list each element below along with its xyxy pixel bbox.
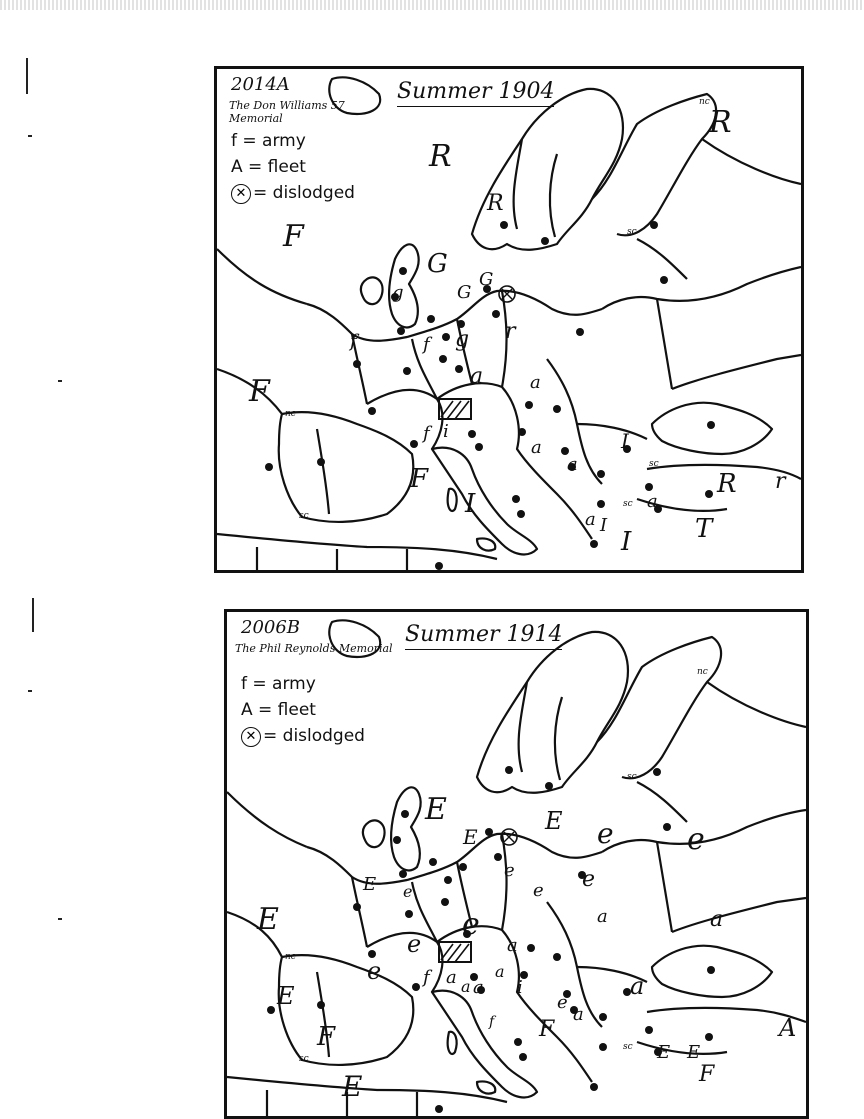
- unit-letter: G: [427, 249, 448, 279]
- unit-letter: E: [463, 825, 478, 849]
- unit-letter: f: [489, 1014, 495, 1030]
- unit-letter: e: [582, 867, 596, 892]
- unit-letter: I: [621, 527, 632, 557]
- season-title: Summer 1904: [397, 79, 554, 107]
- unit-letter: a: [530, 372, 541, 393]
- dislodged-legend-icon: ✕: [241, 727, 261, 747]
- unit-letter: R: [709, 105, 732, 140]
- legend-fleet: A = fleet: [241, 700, 316, 720]
- legend-dislodged: = dislodged: [253, 183, 355, 203]
- switzerland-hatched: [439, 942, 471, 962]
- unit-letter: e: [403, 882, 413, 901]
- unit-letter: e: [687, 822, 705, 857]
- game-id: 2006B: [241, 617, 301, 638]
- unit-letter: a: [573, 1004, 584, 1025]
- coast-mark: sc: [299, 511, 309, 521]
- unit-letter: a: [585, 509, 596, 530]
- unit-letter: G: [457, 282, 472, 303]
- unit-letter: e: [367, 957, 382, 985]
- unit-letter: I: [465, 489, 476, 519]
- unit-letter: G: [479, 269, 494, 290]
- unit-letter: r: [775, 469, 786, 494]
- unit-letter: g: [455, 327, 470, 352]
- event-name: The Don Williams 57 Memorial: [229, 99, 345, 125]
- unit-letter: i: [443, 421, 449, 442]
- dislodged-marker: [499, 286, 515, 302]
- unit-letter: I: [600, 515, 608, 536]
- unit-letter: f: [423, 334, 430, 355]
- unit-letter: E: [425, 792, 447, 827]
- unit-letter: E: [687, 1042, 701, 1063]
- margin-mark: [28, 690, 32, 692]
- unit-letter: i: [517, 977, 523, 998]
- margin-mark: [58, 918, 62, 920]
- unit-letter: E: [545, 807, 563, 835]
- unit-letter: R: [429, 139, 452, 174]
- unit-letter: e: [504, 860, 515, 881]
- unit-letter: F: [317, 1022, 336, 1052]
- unit-letter: e: [557, 992, 568, 1013]
- game-id: 2014A: [231, 74, 290, 95]
- coast-mark: nc: [285, 409, 296, 419]
- unit-letter: a: [461, 977, 471, 996]
- season-title: Summer 1914: [405, 622, 562, 650]
- unit-letter: I: [621, 429, 629, 453]
- unit-letter: F: [283, 219, 304, 254]
- unit-letter: E: [363, 874, 377, 895]
- coast-mark: nc: [697, 667, 708, 677]
- coast-mark: sc: [623, 499, 633, 509]
- unit-letter: E: [342, 1070, 363, 1103]
- unit-letter: a: [473, 977, 484, 998]
- legend-army: f = army: [231, 131, 306, 151]
- margin-mark: [28, 135, 32, 137]
- unit-letter: r: [505, 319, 516, 344]
- unit-letter: E: [257, 902, 279, 937]
- unit-letter: R: [717, 469, 737, 499]
- unit-letter: A: [779, 1014, 797, 1042]
- unit-letter: f: [423, 423, 430, 444]
- unit-letter: a: [647, 491, 658, 512]
- unit-letter: f: [423, 967, 430, 988]
- unit-letter: a: [630, 972, 645, 1000]
- unit-letter: a: [507, 935, 518, 956]
- unit-letter: F: [410, 464, 429, 494]
- margin-mark: [58, 380, 62, 382]
- scan-edge: [0, 0, 864, 10]
- unit-letter: e: [407, 930, 422, 958]
- unit-letter: E: [277, 982, 295, 1010]
- coast-mark: sc: [627, 772, 637, 782]
- margin-mark: [26, 58, 28, 94]
- coast-mark: nc: [699, 97, 710, 107]
- supply-centers: [267, 766, 715, 1113]
- legend-dislodged: = dislodged: [263, 726, 365, 746]
- coast-mark: sc: [627, 227, 637, 237]
- unit-letter: a: [567, 454, 578, 475]
- unit-letter: E: [657, 1042, 671, 1063]
- unit-letter: R: [487, 191, 504, 216]
- unit-letter: a: [710, 907, 724, 932]
- diplomacy-map-1904: [214, 66, 804, 573]
- unit-letter: e: [462, 907, 480, 942]
- unit-letter: F: [699, 1062, 715, 1087]
- coast-mark: nc: [285, 952, 296, 962]
- unit-letter: a: [495, 962, 505, 981]
- unit-letter: a: [531, 437, 542, 458]
- legend-army: f = army: [241, 674, 316, 694]
- unit-letter: F: [539, 1017, 555, 1042]
- legend-fleet: A = fleet: [231, 157, 306, 177]
- unit-letter: a: [470, 364, 484, 389]
- unit-letter: a: [597, 906, 608, 927]
- event-name: The Phil Reynolds Memorial: [235, 642, 393, 655]
- switzerland-hatched: [439, 399, 471, 419]
- margin-mark: [32, 598, 34, 632]
- coast-mark: sc: [623, 1042, 633, 1052]
- coast-mark: sc: [649, 459, 659, 469]
- dislodged-legend-icon: ✕: [231, 184, 251, 204]
- unit-letter: F: [249, 374, 270, 409]
- unit-letter: e: [597, 817, 614, 850]
- coast-mark: sc: [299, 1054, 309, 1064]
- diplomacy-map-1914: [224, 609, 809, 1119]
- unit-letter: e: [533, 880, 544, 901]
- unit-letter: g: [392, 282, 404, 303]
- unit-letter: a: [446, 967, 457, 988]
- unit-letter: T: [695, 514, 713, 544]
- unit-letter: f: [350, 331, 357, 352]
